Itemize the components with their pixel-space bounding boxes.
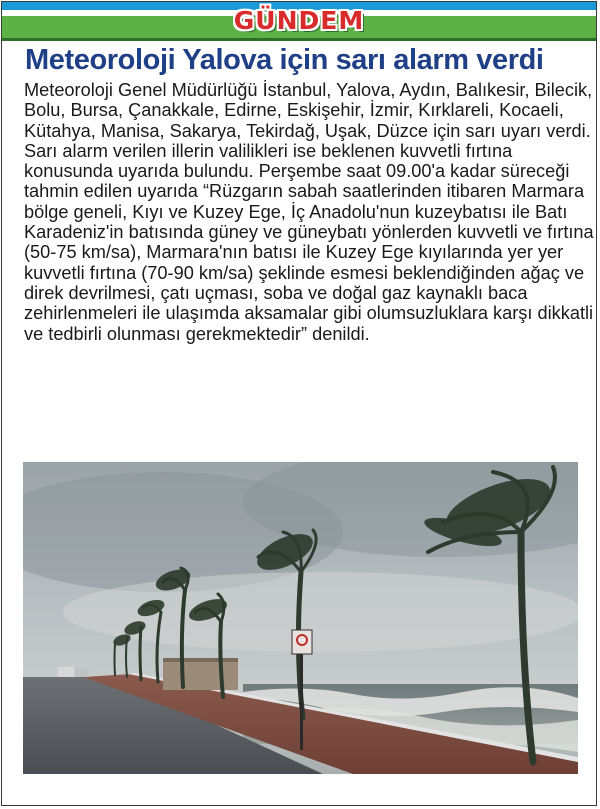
storm-photo-illustration [23, 462, 578, 774]
storm-photo [23, 462, 578, 774]
newspaper-clipping [1, 1, 597, 806]
section-label: GÜNDEM [233, 6, 365, 35]
article-body [24, 80, 594, 344]
article-headline: Meteoroloji Yalova için sarı alarm verdi [25, 44, 544, 76]
article-paragraph: Sarı alarm verilen illerin valilikleri ise beklenen kuvvetli fırtına konusunda uyarıda bulundu. Perşembe saat 09.00'a kadar süreceği tahmin edilen uyarıda “Rüzgarın sabah saatlerinden itibaren Marmara bölge geneli, Kıyı ve Kuzey Ege, İç Anadolu'nun kuzeybatısı ile Batı Karadeniz'in batısında güney ve güneybatı yönlerden kuvvetli ve fırtına (50-75 km/sa), Marmara'nın batısı ile Kuzey Ege kıyılarında yer yer kuvvetli fırtına (70-90 km/sa) şeklinde esmesi beklendiğinden ağaç ve direk devrilmesi, çatı uçması, soba ve doğal gaz kaynaklı baca zehirlenmeleri ile ulaşımda aksamalar gibi olumsuzluklara karşı dikkatli ve tedbirli olunması gerekmektedir” denildi. [24, 140, 594, 344]
banner-dark-stripe [2, 38, 596, 41]
article-paragraph: Meteoroloji Genel Müdürlüğü İstanbul, Yalova, Aydın, Balıkesir, Bilecik, Bolu, Bursa, Çanakkale, Edirne, Eskişehir, İzmir, Kırklareli, Kocaeli, Kütahya, Manisa, Sakarya, Tekirdağ, Uşak, Düzce için sarı uyarı verdi. [24, 80, 593, 141]
section-banner [2, 2, 596, 42]
